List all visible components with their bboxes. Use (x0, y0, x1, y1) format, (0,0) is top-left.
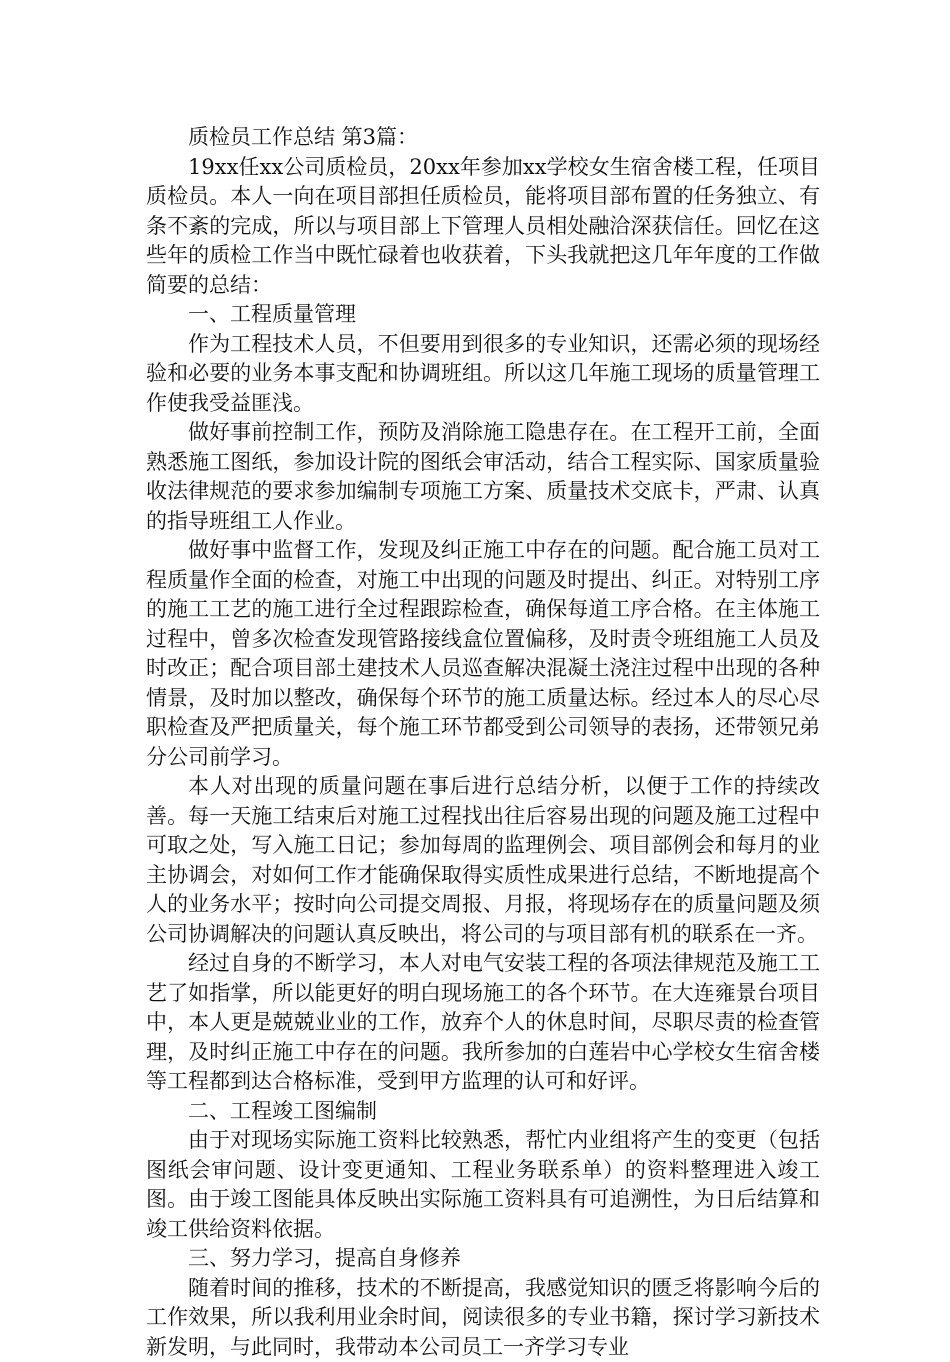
paragraph: 作为工程技术人员，不但要用到很多的专业知识，还需必须的现场经验和必要的业务本事支配和协调班组。所以这几年施工现场的质量管理工作使我受益匪浅。 (146, 330, 820, 419)
document-body (146, 123, 820, 1362)
section-heading: 一、工程质量管理 (146, 300, 820, 330)
section-heading: 二、工程竣工图编制 (146, 1097, 820, 1127)
section-heading: 三、努力学习，提高自身修养 (146, 1244, 820, 1274)
paragraph: 随着时间的推移，技术的不断提高，我感觉知识的匮乏将影响今后的工作效果，所以我利用业余时间，阅读很多的专业书籍，探讨学习新技术新发明，与此同时，我带动本公司员工一齐学习专业 (146, 1274, 820, 1362)
paragraph: 19xx任xx公司质检员，20xx年参加xx学校女生宿舍楼工程，任项目质检员。本人一向在项目部担任质检员，能将项目部布置的任务独立、有条不紊的完成，所以与项目部上下管理人员相处融洽深获信任。回忆在这些年的质检工作当中既忙碌着也收获着，下头我就把这几年年度的工作做简要的总结： (146, 153, 820, 301)
doc-title: 质检员工作总结 第3篇： (146, 123, 820, 153)
paragraph: 本人对出现的质量问题在事后进行总结分析，以便于工作的持续改善。每一天施工结束后对施工过程找出往后容易出现的问题及施工过程中可取之处，写入施工日记；参加每周的监理例会、项目部例会和每月的业主协调会，对如何工作才能确保取得实质性成果进行总结，不断地提高个人的业务水平；按时向公司提交周报、月报，将现场存在的质量问题及须公司协调解决的问题认真反映出，将公司的与项目部有机的联系在一齐。 (146, 772, 820, 949)
paragraph: 做好事中监督工作，发现及纠正施工中存在的问题。配合施工员对工程质量作全面的检查，对施工中出现的问题及时提出、纠正。对特别工序的施工工艺的施工进行全过程跟踪检查，确保每道工序合格。在主体施工过程中，曾多次检查发现管路接线盒位置偏移，及时责令班组施工人员及时改正；配合项目部土建技术人员巡查解决混凝土浇注过程中出现的各种情景，及时加以整改，确保每个环节的施工质量达标。经过本人的尽心尽职检查及严把质量关，每个施工环节都受到公司领导的表扬，还带领兄弟分公司前学习。 (146, 536, 820, 772)
paragraph: 由于对现场实际施工资料比较熟悉，帮忙内业组将产生的变更（包括图纸会审问题、设计变更通知、工程业务联系单）的资料整理进入竣工图。由于竣工图能具体反映出实际施工资料具有可追溯性，为日后结算和竣工供给资料依据。 (146, 1126, 820, 1244)
paragraph: 经过自身的不断学习，本人对电气安装工程的各项法律规范及施工工艺了如指掌，所以能更好的明白现场施工的各个环节。在大连雍景台项目中，本人更是兢兢业业的工作，放弃个人的休息时间，尽职尽责的检查管理，及时纠正施工中存在的问题。我所参加的白莲岩中心学校女生宿舍楼等工程都到达合格标准，受到甲方监理的认可和好评。 (146, 949, 820, 1097)
paragraph: 做好事前控制工作，预防及消除施工隐患存在。在工程开工前，全面熟悉施工图纸，参加设计院的图纸会审活动，结合工程实际、国家质量验收法律规范的要求参加编制专项施工方案、质量技术交底卡，严肃、认真的指导班组工人作业。 (146, 418, 820, 536)
